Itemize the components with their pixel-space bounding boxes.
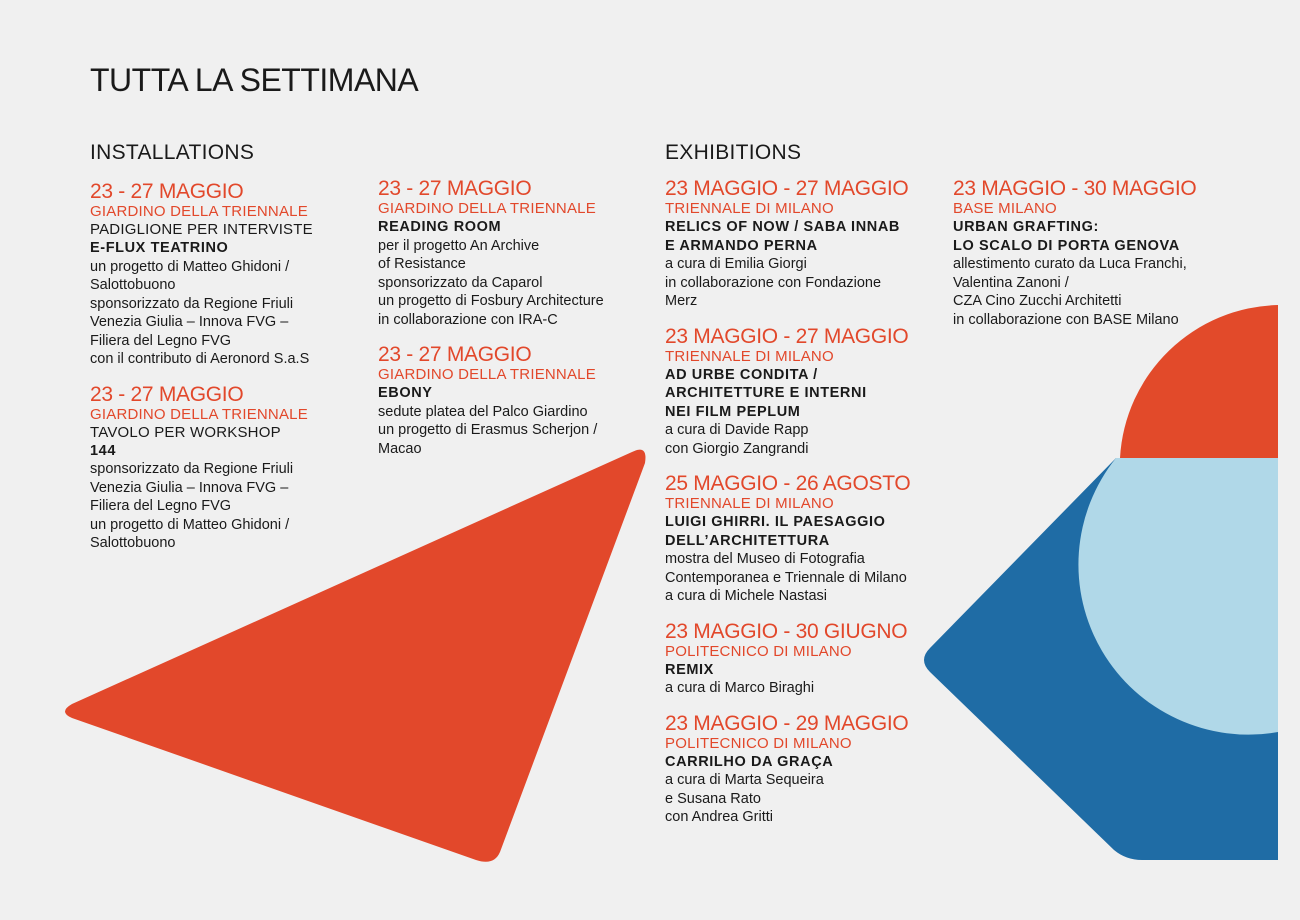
event-detail: Merz bbox=[665, 293, 698, 309]
event-name: LUIGI GHIRRI. IL PAESAGGIO bbox=[665, 514, 886, 530]
event-detail: un progetto di Matteo Ghidoni / bbox=[90, 516, 290, 533]
installations-column-2 bbox=[378, 177, 668, 472]
event-detail: sedute platea del Palco Giardino bbox=[378, 403, 588, 420]
event-date: 23 MAGGIO - 27 MAGGIO bbox=[665, 324, 909, 348]
event-detail: of Resistance bbox=[378, 256, 466, 272]
event-detail: con il contributo di Aeronord S.a.S bbox=[90, 351, 310, 367]
event-detail: Salottobuono bbox=[90, 535, 176, 551]
event-detail: sponsorizzato da Caparol bbox=[378, 274, 543, 291]
event-name: URBAN GRAFTING: bbox=[953, 219, 1099, 235]
event-detail: sponsorizzato da Regione Friuli bbox=[90, 461, 294, 477]
event-detail: Valentina Zanoni / bbox=[953, 274, 1069, 291]
event-detail: e Susana Rato bbox=[665, 790, 761, 807]
event-date: 23 MAGGIO - 30 MAGGIO bbox=[953, 177, 1197, 200]
event-detail: un progetto di Erasmus Scherjon / bbox=[378, 422, 598, 438]
event-detail: in collaborazione con IRA-C bbox=[378, 311, 558, 328]
event-detail: a cura di Marco Biraghi bbox=[665, 680, 815, 696]
event-detail: Contemporanea e Triennale di Milano bbox=[665, 569, 907, 586]
event-detail: un progetto di Fosbury Architecture bbox=[378, 293, 604, 309]
event-reading-room bbox=[378, 177, 668, 329]
event-venue: TRIENNALE DI MILANO bbox=[665, 200, 834, 217]
event-date: 23 MAGGIO - 29 MAGGIO bbox=[665, 711, 909, 735]
event-venue: GIARDINO DELLA TRIENNALE bbox=[378, 366, 596, 383]
event-remix bbox=[665, 620, 955, 698]
event-detail: un progetto di Matteo Ghidoni / bbox=[90, 258, 290, 275]
event-name: ARCHITETTURE E INTERNI bbox=[665, 385, 867, 401]
event-detail: con Andrea Gritti bbox=[665, 809, 773, 825]
event-e-flux-teatrino bbox=[90, 180, 380, 369]
event-date: 23 - 27 MAGGIO bbox=[378, 343, 532, 366]
event-detail: a cura di Davide Rapp bbox=[665, 422, 809, 438]
event-date: 23 MAGGIO - 30 GIUGNO bbox=[665, 619, 908, 643]
event-detail: Venezia Giulia – Innova FVG – bbox=[90, 479, 289, 496]
event-name: CARRILHO DA GRAÇA bbox=[665, 753, 834, 770]
event-detail: in collaborazione con BASE Milano bbox=[953, 311, 1179, 328]
event-144 bbox=[90, 383, 380, 553]
event-date: 25 MAGGIO - 26 AGOSTO bbox=[665, 472, 911, 495]
event-venue: GIARDINO DELLA TRIENNALE bbox=[378, 200, 596, 217]
event-venue: TRIENNALE DI MILANO bbox=[665, 495, 834, 512]
event-detail: a cura di Michele Nastasi bbox=[665, 588, 827, 604]
event-name: RELICS OF NOW / SABA INNAB bbox=[665, 219, 900, 235]
event-date: 23 - 27 MAGGIO bbox=[378, 177, 532, 200]
event-subtitle: TAVOLO PER WORKSHOP bbox=[90, 423, 281, 441]
event-name: DELL’ARCHITETTURA bbox=[665, 532, 830, 549]
event-name: LO SCALO DI PORTA GENOVA bbox=[953, 237, 1180, 254]
event-date: 23 - 27 MAGGIO bbox=[90, 382, 244, 406]
event-detail: Venezia Giulia – Innova FVG – bbox=[90, 314, 289, 330]
event-date: 23 MAGGIO - 27 MAGGIO bbox=[665, 177, 909, 200]
event-venue: BASE MILANO bbox=[953, 200, 1057, 217]
event-venue: POLITECNICO DI MILANO bbox=[665, 734, 852, 752]
installations-column-1 bbox=[90, 180, 380, 567]
event-venue: POLITECNICO DI MILANO bbox=[665, 642, 852, 660]
event-detail: in collaborazione con Fondazione bbox=[665, 274, 882, 291]
event-detail: per il progetto An Archive bbox=[378, 237, 540, 254]
event-detail: a cura di Emilia Giorgi bbox=[665, 256, 807, 272]
event-detail: a cura di Marta Sequeira bbox=[665, 772, 824, 788]
event-venue: TRIENNALE DI MILANO bbox=[665, 347, 834, 365]
event-detail: sponsorizzato da Regione Friuli bbox=[90, 295, 294, 312]
event-venue: GIARDINO DELLA TRIENNALE bbox=[90, 405, 308, 423]
event-detail: Filiera del Legno FVG bbox=[90, 498, 232, 514]
event-ad-urbe-condita bbox=[665, 325, 955, 459]
event-name: AD URBE CONDITA / bbox=[665, 366, 818, 383]
event-relics-of-now bbox=[665, 177, 955, 311]
event-detail: CZA Cino Zucchi Architetti bbox=[953, 293, 1122, 309]
event-urban-grafting bbox=[953, 177, 1253, 329]
event-name: NEI FILM PEPLUM bbox=[665, 403, 801, 420]
event-name: REMIX bbox=[665, 661, 714, 678]
event-detail: con Giorgio Zangrandi bbox=[665, 440, 809, 457]
exhibitions-heading: EXHIBITIONS bbox=[665, 141, 802, 164]
event-name: EBONY bbox=[378, 385, 433, 401]
installations-heading: INSTALLATIONS bbox=[90, 141, 255, 164]
event-detail: Macao bbox=[378, 440, 422, 457]
exhibitions-column-2 bbox=[953, 177, 1253, 343]
event-detail: mostra del Museo di Fotografia bbox=[665, 551, 865, 567]
page-title: TUTTA LA SETTIMANA bbox=[90, 62, 419, 98]
event-detail: Salottobuono bbox=[90, 277, 176, 293]
event-name: READING ROOM bbox=[378, 219, 502, 235]
event-luigi-ghirri bbox=[665, 472, 955, 606]
event-detail: Filiera del Legno FVG bbox=[90, 332, 232, 349]
event-date: 23 - 27 MAGGIO bbox=[90, 180, 244, 203]
event-name: E-FLUX TEATRINO bbox=[90, 240, 229, 256]
event-venue: GIARDINO DELLA TRIENNALE bbox=[90, 203, 308, 220]
event-carrilho-da-graca bbox=[665, 712, 955, 827]
event-detail: allestimento curato da Luca Franchi, bbox=[953, 256, 1187, 272]
event-name: E ARMANDO PERNA bbox=[665, 237, 818, 254]
event-subtitle: PADIGLIONE PER INTERVISTE bbox=[90, 221, 313, 238]
event-name: 144 bbox=[90, 442, 116, 459]
event-ebony bbox=[378, 343, 668, 458]
exhibitions-column-1 bbox=[665, 177, 955, 841]
